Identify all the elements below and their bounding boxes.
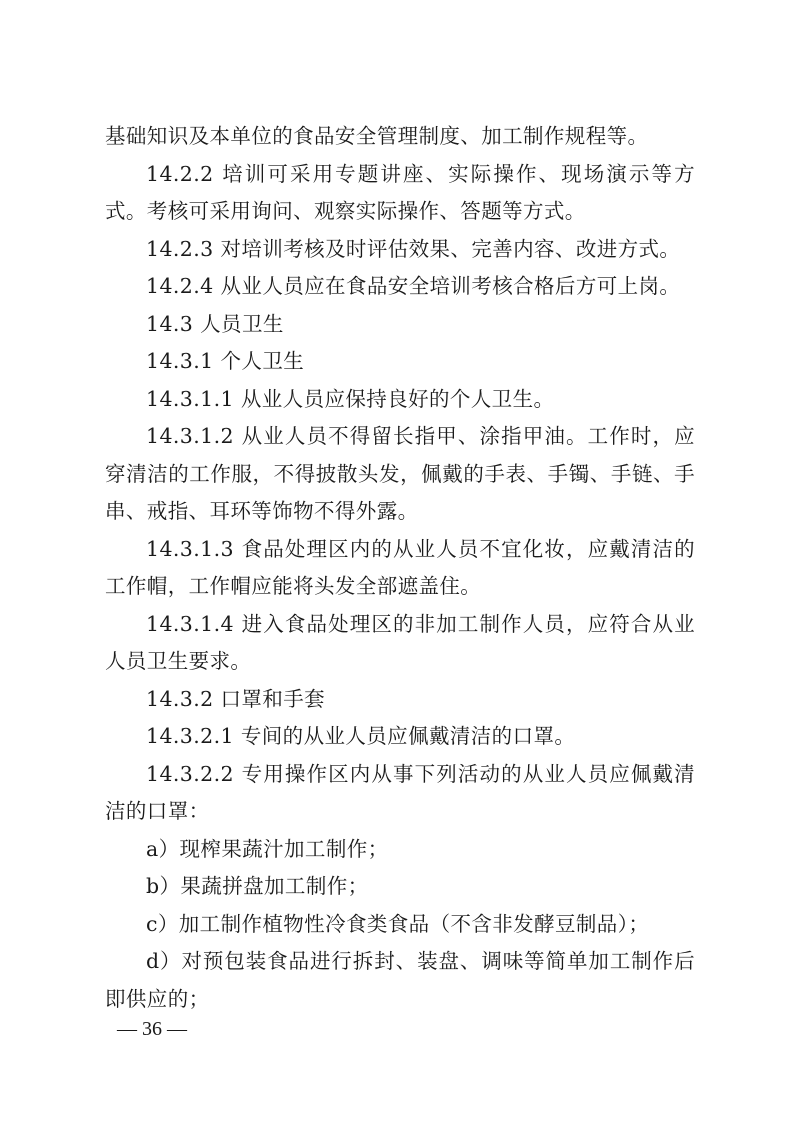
paragraph-14-3-2-1: 14.3.2.1 专间的从业人员应佩戴清洁的口罩。 [146,724,576,748]
section-heading-14-3-1: 14.3.1 个人卫生 [146,349,305,373]
paragraph-continuation: 基础知识及本单位的食品安全管理制度、加工制作规程等。 [105,124,649,148]
paragraph-14-3-1-2: 14.3.1.2 从业人员不得留长指甲、涂指甲油。工作时，应穿清洁的工作服，不得披散头发，佩戴的手表、手镯、手链、手串、戒指、耳环等饰物不得外露。 [105,424,695,523]
paragraph-14-3-1-3: 14.3.1.3 食品处理区内的从业人员不宜化妆，应戴清洁的工作帽，工作帽应能将头发全部遮盖住。 [105,536,695,598]
page-number: — 36 — [117,1018,187,1040]
list-item-d: d）对预包装食品进行拆封、装盘、调味等简单加工制作后即供应的； [105,949,695,1011]
list-item-b: b）果蔬拼盘加工制作； [146,874,369,898]
body-text [105,118,695,1018]
section-heading-14-3: 14.3 人员卫生 [146,311,284,336]
list-item-a: a）现榨果蔬汁加工制作； [146,836,389,861]
paragraph-14-3-1-1: 14.3.1.1 从业人员应保持良好的个人卫生。 [146,386,555,411]
paragraph-14-3-1-4: 14.3.1.4 进入食品处理区的非加工制作人员，应符合从业人员卫生要求。 [105,611,695,673]
list-item-c: c）加工制作植物性冷食类食品（不含非发酵豆制品）； [146,911,650,936]
paragraph-14-3-2-2: 14.3.2.2 专用操作区内从事下列活动的从业人员应佩戴清洁的口罩： [105,761,695,823]
paragraph-14-2-4: 14.2.4 从业人员应在食品安全培训考核合格后方可上岗。 [146,274,681,298]
paragraph-14-2-3: 14.2.3 对培训考核及时评估效果、完善内容、改进方式。 [146,236,681,261]
section-heading-14-3-2: 14.3.2 口罩和手套 [146,686,326,711]
paragraph-14-2-2: 14.2.2 培训可采用专题讲座、实际操作、现场演示等方式。考核可采用询问、观察实际操作、答题等方式。 [105,161,695,223]
